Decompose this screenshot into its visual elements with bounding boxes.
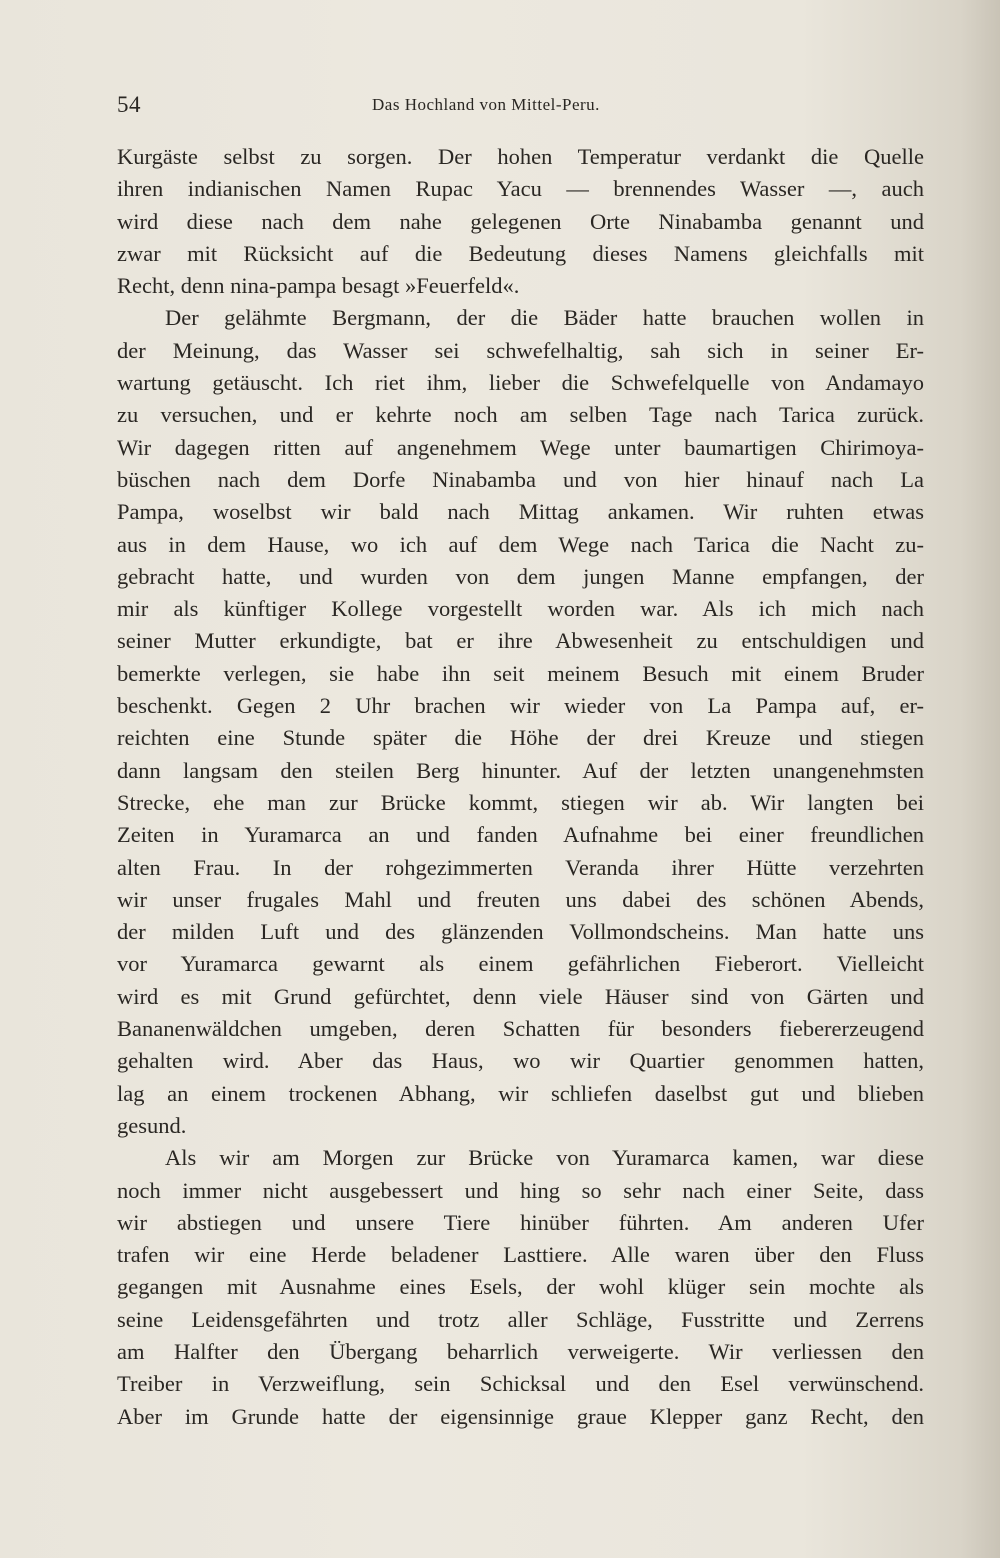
text-line: lag an einem trockenen Abhang, wir schliefen daselbst gut und blieben (117, 1080, 924, 1106)
text-line: wird diese nach dem nahe gelegenen Orte Ninabamba genannt und (117, 208, 924, 234)
text-line: alten Frau. In der rohgezimmerten Veranda ihrer Hütte verzehrten (117, 854, 924, 880)
text-line: dann langsam den steilen Berg hinunter. Auf der letzten unangenehmsten (117, 757, 924, 783)
text-line: der Meinung, das Wasser sei schwefelhaltig, sah sich in seiner Er- (117, 337, 924, 363)
text-line: gehalten wird. Aber das Haus, wo wir Quartier genommen hatten, (117, 1048, 924, 1074)
text-line: wird es mit Grund gefürchtet, denn viele Häuser sind von Gärten und (117, 983, 924, 1009)
paragraph (117, 302, 924, 1142)
paragraph (117, 141, 924, 302)
paragraph (117, 1142, 924, 1433)
text-line: am Halfter den Übergang beharrlich verweigerte. Wir verliessen den (117, 1338, 924, 1364)
text-line: Als wir am Morgen zur Brücke von Yuramarca kamen, war diese (165, 1145, 924, 1171)
text-line: vor Yuramarca gewarnt als einem gefährlichen Fieberort. Vielleicht (117, 951, 924, 977)
text-line: wartung getäuscht. Ich riet ihm, lieber die Schwefelquelle von Andamayo (117, 370, 924, 396)
running-title: Das Hochland von Mittel-Peru. (372, 95, 600, 114)
text-line: Wir dagegen ritten auf angenehmem Wege unter baumartigen Chirimoya- (117, 434, 924, 460)
body-text (117, 141, 924, 1433)
text-line: Treiber in Verzweiflung, sein Schicksal und den Esel verwünschend. (117, 1371, 924, 1397)
text-line: büschen nach dem Dorfe Ninabamba und von hier hinauf nach La (117, 466, 924, 492)
page-header (117, 92, 920, 122)
text-line: Der gelähmte Bergmann, der die Bäder hatte brauchen wollen in (165, 305, 924, 331)
text-line: gesund. (117, 1112, 187, 1138)
text-line: wir abstiegen und unsere Tiere hinüber führten. Am anderen Ufer (117, 1209, 924, 1235)
text-line: zu versuchen, und er kehrte noch am selben Tage nach Tarica zurück. (117, 402, 924, 428)
text-line: seiner Mutter erkundigte, bat er ihre Abwesenheit zu entschuldigen und (117, 628, 924, 654)
text-line: bemerkte verlegen, sie habe ihn seit meinem Besuch mit einem Bruder (117, 660, 924, 686)
text-line: Pampa, woselbst wir bald nach Mittag ankamen. Wir ruhten etwas (117, 499, 924, 525)
text-line: Aber im Grunde hatte der eigensinnige graue Klepper ganz Recht, den (117, 1403, 924, 1429)
text-line: Strecke, ehe man zur Brücke kommt, stiegen wir ab. Wir langten bei (117, 789, 924, 815)
page-number: 54 (117, 92, 141, 117)
text-line: ihren indianischen Namen Rupac Yacu — brennendes Wasser —, auch (117, 176, 924, 202)
text-line: mir als künftiger Kollege vorgestellt worden war. Als ich mich nach (117, 596, 924, 622)
text-line: aus in dem Hause, wo ich auf dem Wege nach Tarica die Nacht zu- (117, 531, 924, 557)
text-line: Bananenwäldchen umgeben, deren Schatten für besonders fiebererzeugend (117, 1016, 924, 1042)
text-line: zwar mit Rücksicht auf die Bedeutung dieses Namens gleichfalls mit (117, 240, 924, 266)
text-line: beschenkt. Gegen 2 Uhr brachen wir wieder von La Pampa auf, er- (117, 693, 924, 719)
text-line: Zeiten in Yuramarca an und fanden Aufnahme bei einer freundlichen (117, 822, 924, 848)
text-line: seine Leidensgefährten und trotz aller Schläge, Fusstritte und Zerrens (117, 1306, 924, 1332)
text-line: reichten eine Stunde später die Höhe der drei Kreuze und stiegen (117, 725, 924, 751)
text-line: Kurgäste selbst zu sorgen. Der hohen Temperatur verdankt die Quelle (117, 144, 924, 169)
text-line: gebracht hatte, und wurden von dem jungen Manne empfangen, der (117, 563, 924, 589)
text-line: der milden Luft und des glänzenden Vollmondscheins. Man hatte uns (117, 919, 924, 945)
text-line: noch immer nicht ausgebessert und hing so sehr nach einer Seite, dass (117, 1177, 924, 1203)
text-line: Recht, denn nina-pampa besagt »Feuerfeld«. (117, 273, 520, 299)
text-line: wir unser frugales Mahl und freuten uns dabei des schönen Abends, (117, 886, 924, 912)
text-line: trafen wir eine Herde beladener Lasttiere. Alle waren über den Fluss (117, 1242, 924, 1268)
text-line: gegangen mit Ausnahme eines Esels, der wohl klüger sein mochte als (117, 1274, 924, 1300)
